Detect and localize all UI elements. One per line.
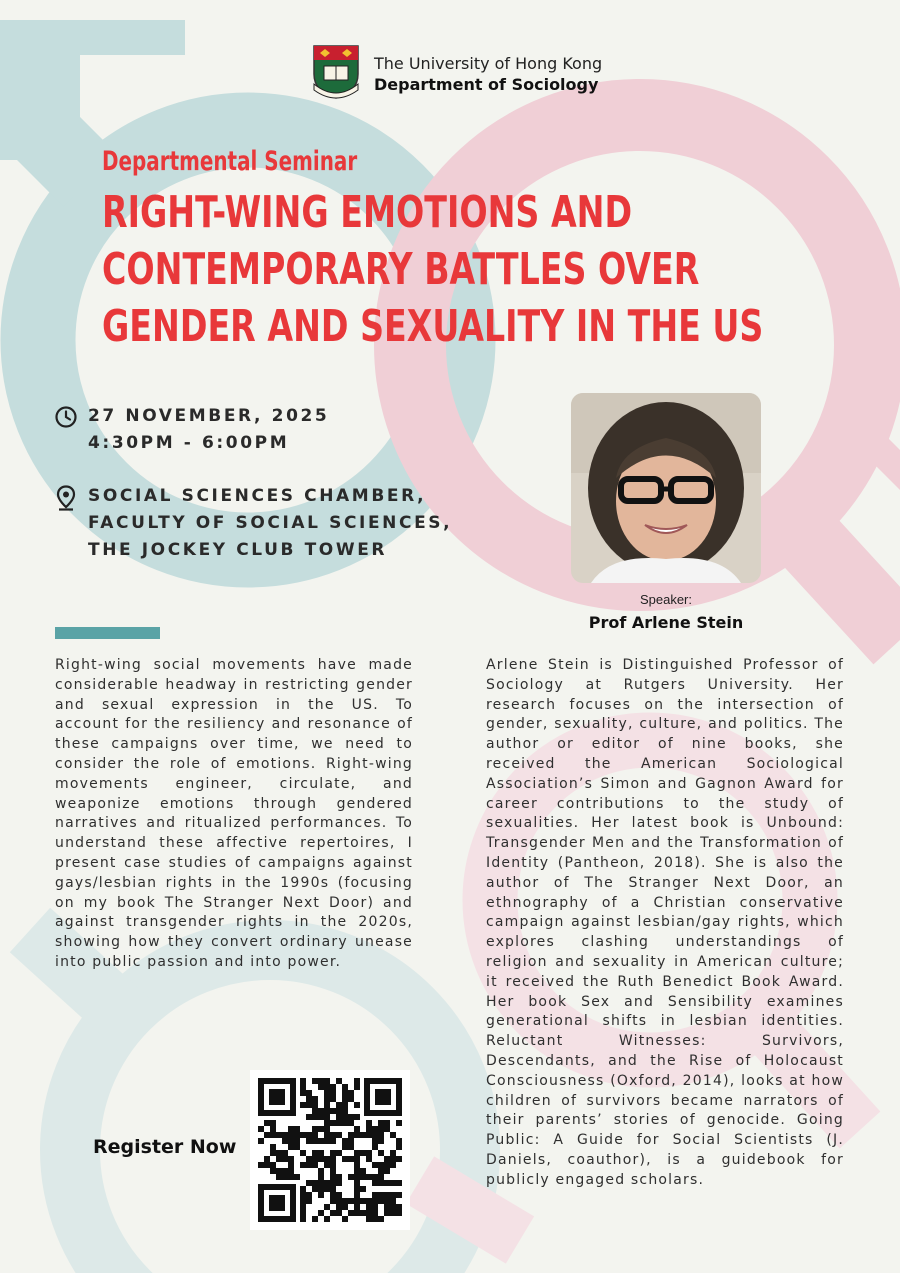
seminar-kicker: Departmental Seminar <box>102 146 358 177</box>
divider-bar <box>55 627 160 639</box>
venue-line: FACULTY OF SOCIAL SCIENCES, <box>88 513 453 533</box>
qr-code-icon[interactable] <box>250 1070 410 1230</box>
event-time: 4:30PM - 6:00PM <box>88 433 290 453</box>
clock-icon <box>54 405 78 429</box>
seminar-abstract: Right-wing social movements have made considerable headway in restricting gender and sexual expression in the US. To account for the resiliency and resonance of these campaigns over time, we need to consider the role of emotions. Right-wing movements engineer, circulate, and weaponize emotions through gendered narratives and ritualized performances. To understand these affective repertoires, I present case studies of campaigns against gays/lesbian rights in the 1990s (focusing on my book The Stranger Next Door) and against transgender rights in the 2020s, showing how they convert ordinary unease into public passion and into power. <box>55 657 413 970</box>
seminar-title <box>102 184 858 355</box>
venue-line: THE JOCKEY CLUB TOWER <box>88 540 388 560</box>
speaker-name: Prof Arlene Stein <box>588 613 744 632</box>
university-header <box>310 44 610 100</box>
university-crest-icon <box>310 44 362 100</box>
university-name: The University of Hong Kong <box>374 54 603 73</box>
venue-line: SOCIAL SCIENCES CHAMBER, <box>88 486 427 506</box>
register-now-label: Register Now <box>93 1136 237 1158</box>
speaker-photo <box>571 393 761 583</box>
speaker-label: Speaker: <box>639 592 693 607</box>
department-name: Department of Sociology <box>374 75 599 94</box>
title-line: RIGHT-WING EMOTIONS AND <box>102 187 633 238</box>
event-date: 27 NOVEMBER, 2025 <box>88 406 330 426</box>
title-line: GENDER AND SEXUALITY IN THE US <box>102 301 764 352</box>
speaker-bio: Arlene Stein is Distinguished Professor of Sociology at Rutgers University. Her research focuses on the intersection of gender, sexuality, culture, and politics. The author or editor of nine books, she received the American Sociological Association’s Simon and Gagnon Award for career contributions to the study of sexualities. Her latest book is Unbound: Transgender Men and the Transformation of Identity (Pantheon, 2018). She is also the author of The Stranger Next Door, an ethnography of a Christian conservative campaign against lesbian/gay rights, which explores clashing understandings of religion and sexuality in American culture; it received the Ruth Benedict Book Award. Her book Sex and Sensibility examines generational shifts in lesbian identities. Reluctant Witnesses: Survivors, Descendants, and the Rise of Holocaust Consciousness (Oxford, 2014), looks at how children of survivors became narrators of their parents’ stories of genocide. Going Public: A Guide for Social Scientists (J. Daniels, coauthor), is a guidebook for publicly engaged scholars. <box>486 657 844 1188</box>
event-venue <box>88 483 452 564</box>
event-datetime <box>88 403 329 457</box>
title-line: CONTEMPORARY BATTLES OVER <box>102 244 700 295</box>
location-pin-icon <box>56 485 76 511</box>
